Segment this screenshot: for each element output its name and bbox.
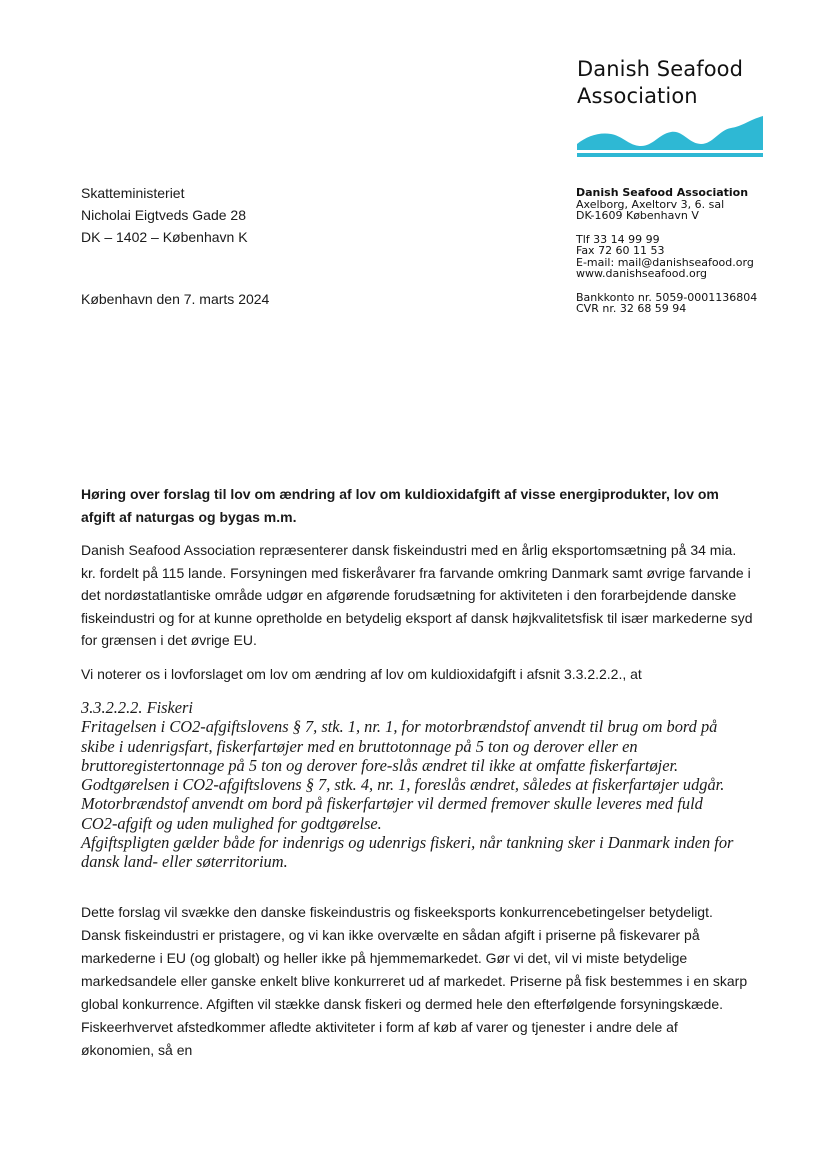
paragraph: Dette forslag vil svække den danske fiskeindustris og fiskeeksports konkurrencebetingelser betydeligt. Dansk fiskeindustri er pristagere, og vi kan ikke overvælte en sådan afgift i priserne på fiskevarer på markederne i EU (og globalt) og heller ikke på hjemmemarkedet. Gør vi det, vil vi miste betydelige markedsandele eller ganske enkelt blive konkurreret ud af markedet. Priserne på fisk bestemmes i en skarp global konkurrence. Afgiften vil stække dansk fiskeri og dermed hele den efterfølgende forsyningskæde. Fiskeerhvervet afstedkommer afledte aktiviteter i form af køb af varer og tjenester i andre dele af økonomien, så en	[81, 903, 748, 1058]
logo	[577, 56, 767, 158]
recipient-line: Skatteministeriet	[81, 185, 185, 201]
sender-fax: Fax 72 60 11 53	[576, 244, 665, 257]
quote-line: dansk land- eller søterritorium.	[81, 852, 288, 872]
sender-email: E-mail: mail@danishseafood.org	[576, 255, 754, 269]
sender-block	[576, 187, 757, 315]
logo-title-line1: Danish Seafood	[577, 57, 744, 81]
quote-line: Godtgørelsen i CO2-afgiftslovens § 7, stk. 4, nr. 1, foreslås ændret, således at fiskerfartøjer udgår.	[81, 775, 725, 795]
quote-line: CO2-afgift og uden mulighed for godtgørelse.	[81, 813, 382, 833]
quote-line: Afgiftspligten gælder både for indenrigs og udenrigs fiskeri, når tankning sker i Danmark inden for	[81, 833, 734, 853]
paragraph: Danish Seafood Association repræsenterer dansk fiskeindustri med en årlig eksportomsætning på 34 mia. kr. fordelt på 115 lande. Forsyningen med fiskeråvarer fra farvande omkring Danmark samt øvrige farvande i det nordøstatlantiske område udgør en afgørende forudsætning for aktiviteten i den forarbejdende danske fiskeindustri og for at kunne opretholde en betydelig eksport af dansk højkvalitetsfisk til især markederne syd for grænsen i det øvrige EU.	[81, 542, 753, 648]
sender-address: DK-1609 København V	[576, 209, 699, 222]
paragraph: Vi noterer os i lovforslaget om lov om ændring af lov om kuldioxidafgift i afsnit 3.3.2.2.2., at	[81, 665, 642, 682]
letter-body	[81, 483, 753, 1062]
sender-website: www.danishseafood.org	[576, 267, 708, 280]
quote-line: Fritagelsen i CO2-afgiftslovens § 7, stk. 1, nr. 1, for motorbrændstof anvendt til brug om bord på	[81, 717, 718, 737]
quote-line: bruttoregistertonnage på 5 ton og derover fore-slås ændret til ikke at omfatte fiskerfartøjer.	[81, 755, 679, 775]
quote-line: skibe i udenrigsfart, fiskerfartøjer med en bruttotonnage på 5 ton og derover eller en	[81, 736, 638, 756]
sender-phone: Tlf 33 14 99 99	[576, 232, 660, 246]
sender-name: Danish Seafood Association	[576, 186, 749, 199]
quoted-bill-section	[81, 698, 753, 872]
wave-logo-icon	[577, 116, 765, 158]
recipient-address	[81, 182, 248, 248]
letter-heading: Høring over forslag til lov om ændring af lov om kuldioxidafgift af visse energiprodukter, lov om afgift af naturgas og bygas m.m.	[81, 486, 719, 525]
logo-title-line2: Association	[577, 84, 698, 108]
sender-cvr: CVR nr. 32 68 59 94	[576, 302, 687, 315]
quote-line: 3.3.2.2.2. Fiskeri	[81, 698, 193, 717]
sender-bank-account: Bankkonto nr. 5059-0001136804	[576, 290, 758, 304]
sender-address: Axelborg, Axeltorv 3, 6. sal	[576, 197, 725, 211]
letter-date: København den 7. marts 2024	[81, 291, 270, 307]
recipient-line: DK – 1402 – København K	[81, 229, 248, 245]
recipient-line: Nicholai Eigtveds Gade 28	[81, 207, 246, 223]
quote-line: Motorbrændstof anvendt om bord på fiskerfartøjer vil dermed fremover skulle leveres med fuld	[81, 794, 703, 814]
